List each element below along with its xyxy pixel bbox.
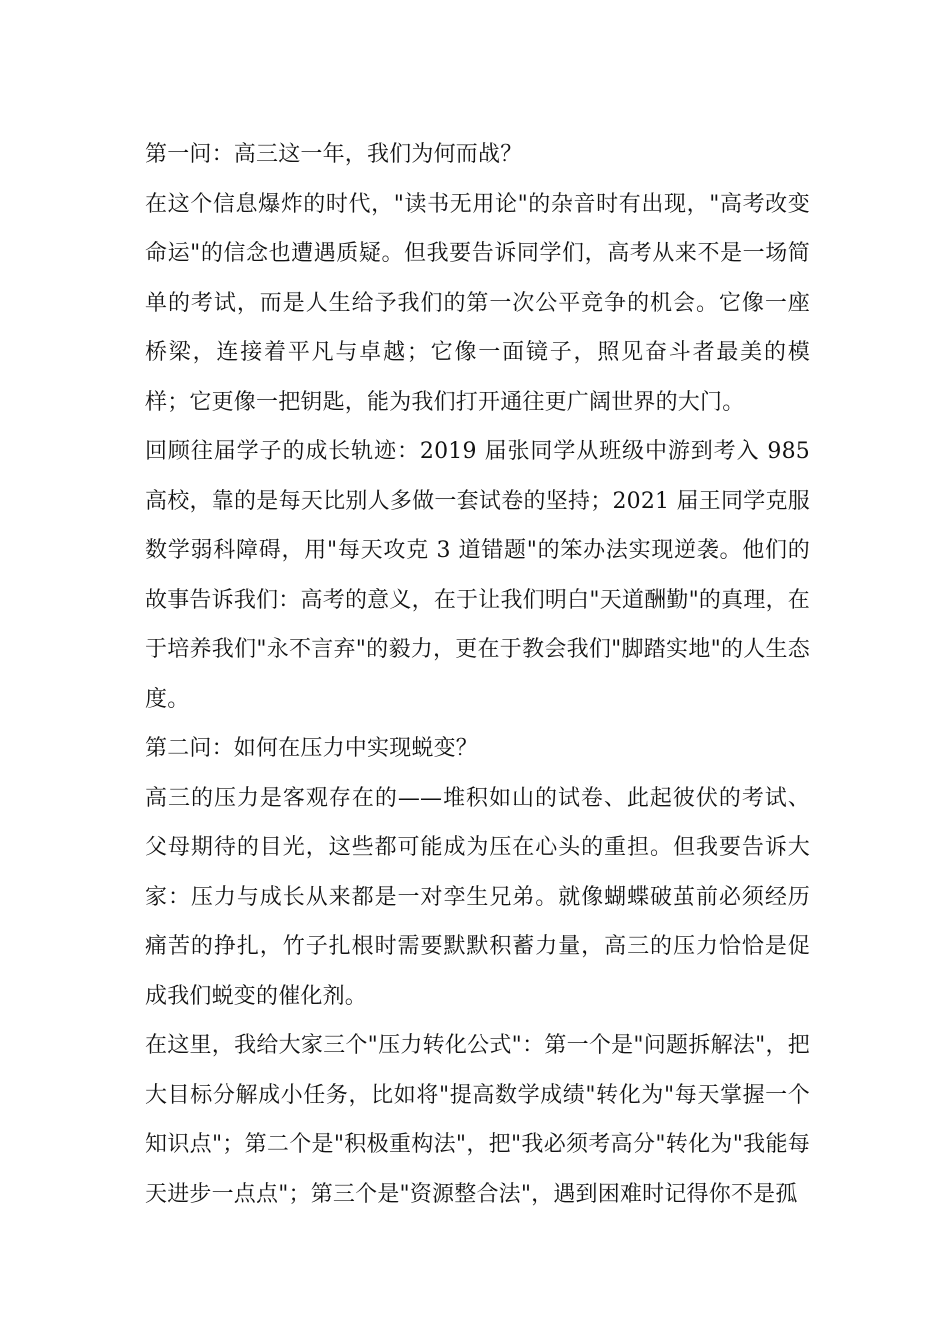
document-body (145, 130, 810, 1219)
section-heading-2: 第二问：如何在压力中实现蜕变？ (145, 736, 479, 761)
body-paragraph-4: 在这里，我给大家三个"压力转化公式"：第一个是"问题拆解法"，把大目标分解成小任务，比如将"提高数学成绩"转化为"每天掌握一个知识点"；第二个是"积极重构法"，把"我必须考高分"转化为"我能每天进步一点点"；第三个是"资源整合法"，遇到困难时记得你不是孤 (145, 1033, 810, 1207)
body-paragraph-2: 回顾往届学子的成长轨迹：2019 届张同学从班级中游到考入 985 高校，靠的是每天比别人多做一套试卷的坚持；2021 届王同学克服数学弱科障碍，用"每天攻克 3 道错题"的笨办法实现逆袭。他们的故事告诉我们：高考的意义，在于让我们明白"天道酬勤"的真理，在于培养我们"永不言弃"的毅力，更在于教会我们"脚踏实地"的人生态度。 (145, 439, 810, 712)
section-heading-1: 第一问：高三这一年，我们为何而战？ (145, 142, 523, 167)
body-paragraph-3: 高三的压力是客观存在的——堆积如山的试卷、此起彼伏的考试、父母期待的目光，这些都可能成为压在心头的重担。但我要告诉大家：压力与成长从来都是一对孪生兄弟。就像蝴蝶破茧前必须经历痛苦的挣扎，竹子扎根时需要默默积蓄力量，高三的压力恰恰是促成我们蜕变的催化剂。 (145, 785, 810, 1009)
body-paragraph-1: 在这个信息爆炸的时代，"读书无用论"的杂音时有出现，"高考改变命运"的信念也遭遇质疑。但我要告诉同学们，高考从来不是一场简单的考试，而是人生给予我们的第一次公平竞争的机会。它像一座桥梁，连接着平凡与卓越；它像一面镜子，照见奋斗者最美的模样；它更像一把钥匙，能为我们打开通往更广阔世界的大门。 (145, 191, 810, 415)
